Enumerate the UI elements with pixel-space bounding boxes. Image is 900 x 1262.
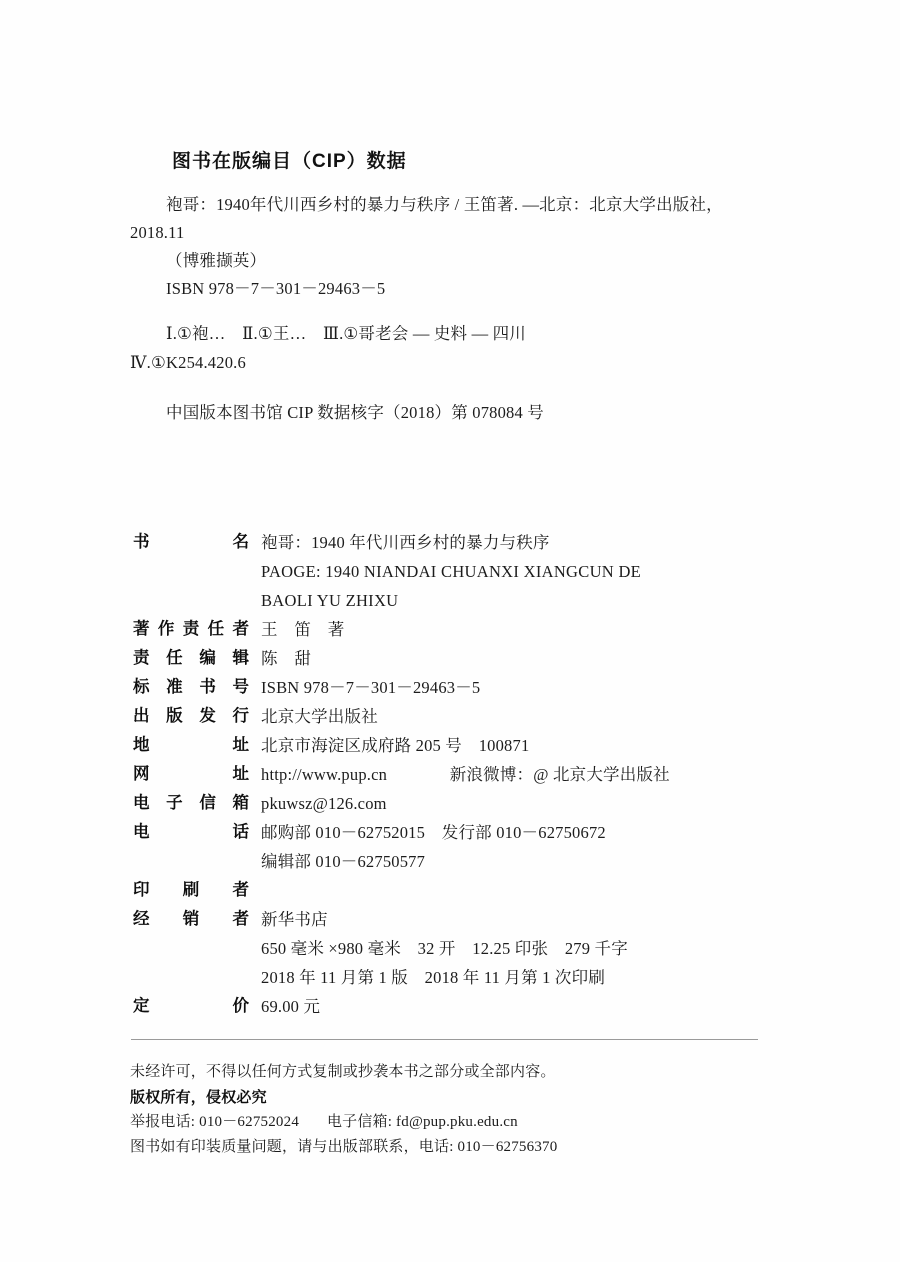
- imprint-row: [133, 992, 773, 1021]
- imprint-row: [133, 615, 773, 644]
- imprint-label-editor: 责任编辑: [133, 649, 249, 667]
- imprint-label-title: 书名: [133, 533, 249, 551]
- imprint-label-publisher: 出版发行: [133, 707, 249, 725]
- phone-line-2: 编辑部 010－62750577: [261, 852, 426, 871]
- imprint-label-phone: 电话: [133, 823, 249, 841]
- cip-block: [130, 146, 730, 427]
- imprint-value-isbn: ISBN 978－7－301－29463－5: [261, 678, 481, 697]
- cip-classification-line-1: Ⅰ.①袍… Ⅱ.①王… Ⅲ.①哥老会 — 史料 — 四川: [166, 324, 526, 343]
- phone-line-1: 邮购部 010－62752015 发行部 010－62750672: [261, 823, 606, 842]
- distributor-name: 新华书店: [261, 910, 328, 929]
- imprint-table: [133, 528, 773, 1021]
- imprint-label-printer: 印刷者: [133, 881, 249, 899]
- website-url[interactable]: http://www.pup.cn: [261, 765, 388, 784]
- imprint-row: [133, 528, 773, 615]
- imprint-value-editor: 陈 甜: [261, 649, 312, 668]
- book-title-pinyin-line-1: PAOGE: 1940 NIANDAI CHUANXI XIANGCUN DE: [261, 562, 642, 581]
- book-format-line: 650 毫米 ×980 毫米 32 开 12.25 印张 279 千字: [261, 939, 628, 958]
- weibo-handle[interactable]: 新浪微博：@ 北京大学出版社: [449, 765, 670, 784]
- imprint-row: [133, 905, 773, 992]
- footer-quality-line: 图书如有印装质量问题，请与出版部联系，电话: 010－62756370: [130, 1139, 558, 1155]
- book-title-cn: 袍哥：1940 年代川西乡村的暴力与秩序: [261, 533, 550, 552]
- imprint-label-isbn: 标准书号: [133, 678, 249, 696]
- imprint-row: [133, 673, 773, 702]
- imprint-value-price: 69.00 元: [261, 997, 321, 1016]
- imprint-label-price: 定价: [133, 997, 249, 1015]
- cip-series: （博雅撷英）: [166, 251, 267, 270]
- imprint-value-email[interactable]: pkuwsz@126.com: [261, 794, 387, 813]
- footer-rights-reserved: 版权所有，侵权必究: [130, 1089, 267, 1106]
- imprint-label-website: 网址: [133, 765, 249, 783]
- cip-heading: 图书在版编目（CIP）数据: [172, 151, 407, 172]
- imprint-row: [133, 789, 773, 818]
- imprint-label-distributor: 经销者: [133, 910, 249, 928]
- cip-verify-line: 中国版本图书馆 CIP 数据核字（2018）第 078084 号: [166, 403, 544, 422]
- imprint-row: [133, 731, 773, 760]
- cip-entry: 袍哥：1940年代川西乡村的暴力与秩序 / 王笛著. —北京：北京大学出版社，2018.11: [130, 195, 723, 242]
- footer-copy-notice: 未经许可，不得以任何方式复制或抄袭本书之部分或全部内容。: [130, 1064, 556, 1080]
- imprint-label-email: 电子信箱: [133, 794, 249, 812]
- imprint-value-printer: [251, 876, 773, 905]
- imprint-label-author: 著作责任者: [133, 620, 249, 638]
- imprint-value-website: [251, 760, 773, 789]
- imprint-value-distributor: [251, 905, 773, 992]
- imprint-value-author: 王 笛 著: [261, 620, 345, 639]
- imprint-value-publisher: 北京大学出版社: [261, 707, 378, 726]
- spacer: [130, 377, 730, 399]
- cip-isbn: ISBN 978－7－301－29463－5: [166, 279, 386, 298]
- imprint-value-address: 北京市海淀区成府路 205 号 100871: [261, 736, 530, 755]
- spacer: [130, 303, 730, 319]
- horizontal-divider: [131, 1039, 758, 1040]
- footer-report-email: 电子信箱: fd@pup.pku.edu.cn: [326, 1114, 518, 1130]
- footer-notice: [130, 1060, 780, 1160]
- imprint-label-address: 地址: [133, 736, 249, 754]
- imprint-value-title: [251, 528, 773, 615]
- imprint-row: [133, 818, 773, 876]
- imprint-row: [133, 760, 773, 789]
- edition-printing-line: 2018 年 11 月第 1 版 2018 年 11 月第 1 次印刷: [261, 968, 606, 987]
- footer-report-phone: 举报电话: 010－62752024: [130, 1114, 300, 1130]
- imprint-row: [133, 702, 773, 731]
- imprint-row: [133, 876, 773, 905]
- cip-classification-line-2: Ⅳ.①K254.420.6: [130, 353, 246, 372]
- imprint-row: [133, 644, 773, 673]
- imprint-value-phone: [251, 818, 773, 876]
- book-title-pinyin-line-2: BAOLI YU ZHIXU: [261, 591, 399, 610]
- footer-report-row: [130, 1110, 780, 1135]
